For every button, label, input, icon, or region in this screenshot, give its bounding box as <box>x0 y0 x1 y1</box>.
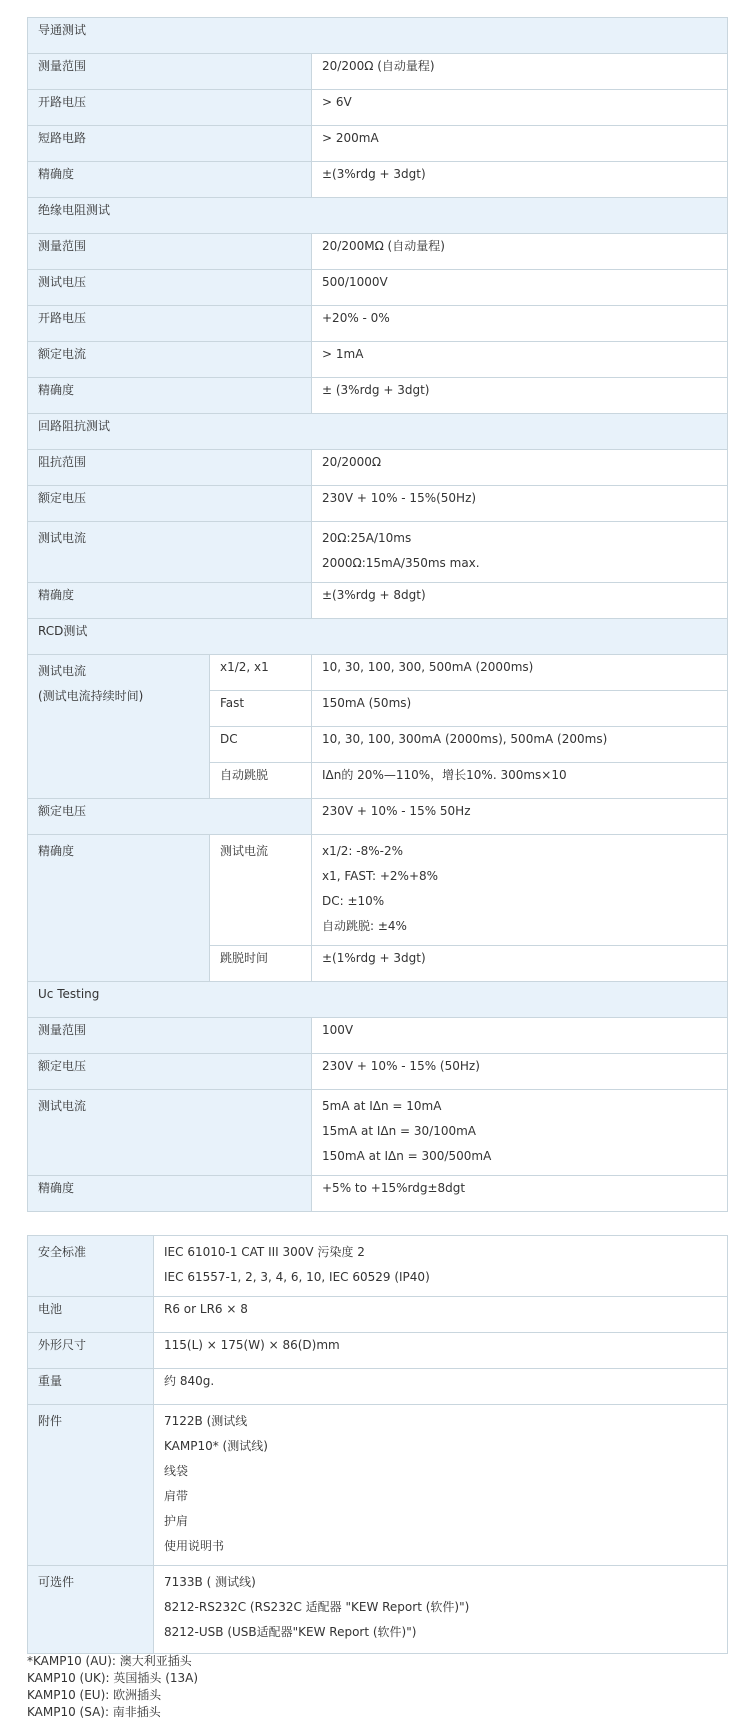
row-value: > 6V <box>312 90 728 126</box>
row-value: 20/2000Ω <box>312 450 728 486</box>
row-label: 可选件 <box>28 1566 154 1654</box>
row-label: 额定电流 <box>28 342 312 378</box>
row-value: 20Ω:25A/10ms 2000Ω:15mA/350ms max. <box>312 522 728 583</box>
row-label: 测量范围 <box>28 54 312 90</box>
row-label: 额定电压 <box>28 1054 312 1090</box>
row-value: IEC 61010-1 CAT III 300V 污染度 2 IEC 61557-1, 2, 3, 4, 6, 10, IEC 60529 (IP40) <box>154 1236 728 1297</box>
row-label: 测试电压 <box>28 270 312 306</box>
row-label: 精确度 <box>28 162 312 198</box>
row-label: 安全标准 <box>28 1236 154 1297</box>
row-value: ± (3%rdg + 3dgt) <box>312 378 728 414</box>
rcd-accuracy-label: 精确度 <box>28 835 210 982</box>
row-label: 精确度 <box>28 378 312 414</box>
row-label: 测试电流 <box>28 1090 312 1176</box>
row-label: 测量范围 <box>28 1018 312 1054</box>
row-value: 20/200MΩ (自动量程) <box>312 234 728 270</box>
row-value: 230V + 10% - 15% (50Hz) <box>312 1054 728 1090</box>
row-value: 230V + 10% - 15%(50Hz) <box>312 486 728 522</box>
footnote: *KAMP10 (AU): 澳大利亚插头 <box>27 1654 192 1668</box>
rcd-mode-value: 10, 30, 100, 300mA (2000ms), 500mA (200ms) <box>312 727 728 763</box>
row-value: ±(3%rdg + 3dgt) <box>312 162 728 198</box>
rcd-mode: Fast <box>210 691 312 727</box>
row-value: +20% - 0% <box>312 306 728 342</box>
row-label: 额定电压 <box>28 486 312 522</box>
row-label: 精确度 <box>28 1176 312 1212</box>
test-spec-table <box>27 17 728 1212</box>
row-value: 20/200Ω (自动量程) <box>312 54 728 90</box>
row-label: 测试电流 <box>28 522 312 583</box>
rcd-acc-trip-value: ±(1%rdg + 3dgt) <box>312 946 728 982</box>
footnotes <box>27 1653 727 1721</box>
row-label: 电池 <box>28 1297 154 1333</box>
row-label: 重量 <box>28 1369 154 1405</box>
row-label: 精确度 <box>28 583 312 619</box>
row-label: 额定电压 <box>28 799 312 835</box>
row-value: ±(3%rdg + 8dgt) <box>312 583 728 619</box>
row-label: 阻抗范围 <box>28 450 312 486</box>
row-label: 开路电压 <box>28 90 312 126</box>
section-insulation-title: 绝缘电阻测试 <box>28 198 728 234</box>
row-value: 500/1000V <box>312 270 728 306</box>
row-value: 230V + 10% - 15% 50Hz <box>312 799 728 835</box>
row-value: R6 or LR6 × 8 <box>154 1297 728 1333</box>
rcd-mode: DC <box>210 727 312 763</box>
general-spec-table <box>27 1235 728 1654</box>
section-conduction-title: 导通测试 <box>28 18 728 54</box>
rcd-mode-value: 10, 30, 100, 300, 500mA (2000ms) <box>312 655 728 691</box>
footnote: KAMP10 (UK): 英国插头 (13A) <box>27 1671 199 1685</box>
row-label: 测量范围 <box>28 234 312 270</box>
row-label: 开路电压 <box>28 306 312 342</box>
row-label: 附件 <box>28 1405 154 1566</box>
row-value: > 1mA <box>312 342 728 378</box>
row-value: 115(L) × 175(W) × 86(D)mm <box>154 1333 728 1369</box>
rcd-acc-current-label: 测试电流 <box>210 835 312 946</box>
footnote: KAMP10 (EU): 欧洲插头 <box>27 1688 162 1702</box>
rcd-mode: 自动跳脱 <box>210 763 312 799</box>
row-value: 7122B (测试线 KAMP10* (测试线) 线袋 肩带 护肩 使用说明书 <box>154 1405 728 1566</box>
row-value: 100V <box>312 1018 728 1054</box>
rcd-current-label: 测试电流 (测试电流持续时间) <box>28 655 210 799</box>
section-loop-title: 回路阻抗测试 <box>28 414 728 450</box>
rcd-mode-value: 150mA (50ms) <box>312 691 728 727</box>
section-uc-title: Uc Testing <box>28 982 728 1018</box>
row-value: +5% to +15%rdg±8dgt <box>312 1176 728 1212</box>
row-label: 外形尺寸 <box>28 1333 154 1369</box>
row-value: 约 840g. <box>154 1369 728 1405</box>
rcd-acc-trip-label: 跳脱时间 <box>210 946 312 982</box>
section-rcd-title: RCD测试 <box>28 619 728 655</box>
row-value: > 200mA <box>312 126 728 162</box>
rcd-acc-current-value: x1/2: -8%-2% x1, FAST: +2%+8% DC: ±10% 自动跳脱: ±4% <box>312 835 728 946</box>
row-value: 5mA at IΔn = 10mA 15mA at IΔn = 30/100mA 150mA at IΔn = 300/500mA <box>312 1090 728 1176</box>
footnote: KAMP10 (SA): 南非插头 <box>27 1705 161 1719</box>
rcd-mode-value: IΔn的 20%—110%，增长10%. 300ms×10 <box>312 763 728 799</box>
row-value: 7133B ( 测试线) 8212-RS232C (RS232C 适配器 "KEW Report (软件)") 8212-USB (USB适配器"KEW Report (软件)") <box>154 1566 728 1654</box>
row-label: 短路电路 <box>28 126 312 162</box>
rcd-mode: x1/2, x1 <box>210 655 312 691</box>
